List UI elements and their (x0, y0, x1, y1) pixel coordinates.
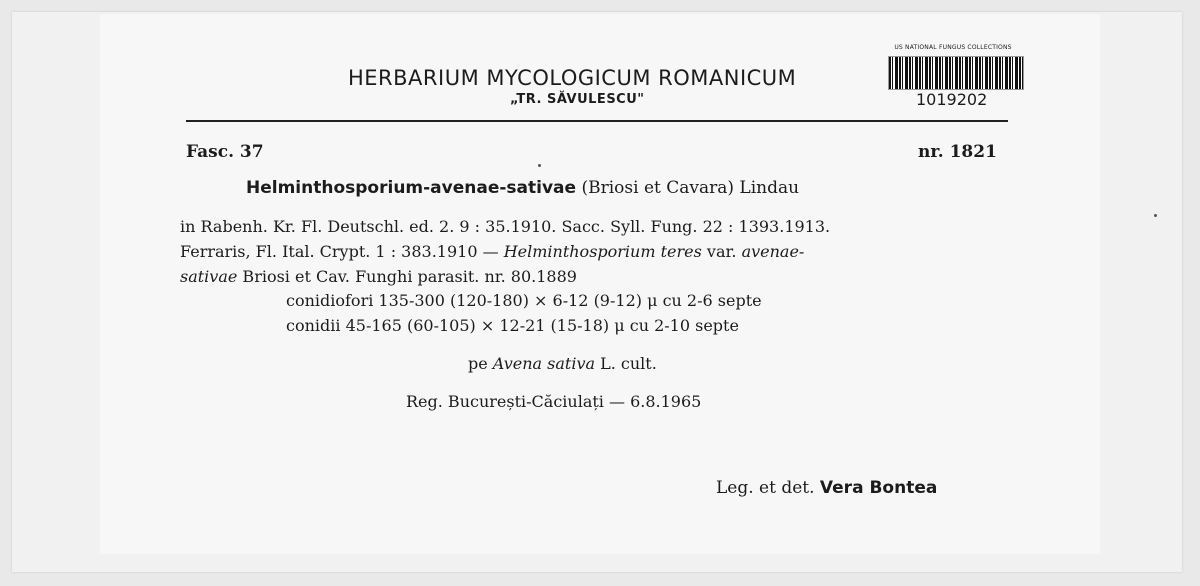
reference-line-3 (180, 267, 577, 286)
host-name: Avena sativa (492, 354, 596, 373)
conidia-measurements: conidii 45-165 (60-105) × 12-21 (15-18) μ cu 2-10 septe (286, 316, 739, 335)
barcode-icon (888, 56, 1024, 90)
host-suffix: L. cult. (595, 354, 657, 373)
collector-name: Vera Bontea (819, 478, 938, 498)
synonym-variety-cont: sativae (180, 267, 238, 286)
locality-date: Reg. București-Căciulați — 6.8.1965 (406, 392, 702, 411)
reference-text: Ferraris, Fl. Ital. Crypt. 1 : 383.1910 — (180, 242, 504, 261)
barcode-number: 1019202 (916, 90, 988, 109)
synonym-name: Helminthosporium teres (503, 242, 702, 261)
speck (538, 164, 541, 167)
species-name: Helminthosporium-avenae-sativae (246, 178, 577, 198)
barcode-block (882, 44, 1024, 110)
species-line (246, 178, 799, 198)
reference-text: var. (701, 242, 742, 261)
reference-line-1: in Rabenh. Kr. Fl. Deutschl. ed. 2. 9 : 35.1910. Sacc. Syll. Fung. 22 : 1393.1913. (180, 217, 831, 236)
speck (1154, 214, 1157, 217)
host-prefix: pe (468, 354, 493, 373)
herbarium-subtitle: „TR. SĂVULESCU" (510, 92, 645, 107)
collector-line (716, 478, 937, 498)
synonym-variety: avenae- (741, 242, 805, 261)
collector-prefix: Leg. et det. (716, 478, 820, 498)
barcode-caption: US NATIONAL FUNGUS COLLECTIONS (894, 44, 1012, 51)
specimen-number: nr. 1821 (918, 142, 997, 162)
reference-line-2 (180, 242, 804, 261)
host-line (468, 354, 657, 373)
conidiophore-measurements: conidiofori 135-300 (120-180) × 6-12 (9-12) μ cu 2-6 septe (286, 291, 762, 310)
header-divider (186, 120, 1008, 122)
herbarium-title: HERBARIUM MYCOLOGICUM ROMANICUM (348, 66, 797, 90)
fascicle-label: Fasc. 37 (186, 142, 264, 162)
species-authority: (Briosi et Cavara) Lindau (581, 178, 800, 198)
reference-text: Briosi et Cav. Funghi parasit. nr. 80.1889 (237, 267, 577, 286)
